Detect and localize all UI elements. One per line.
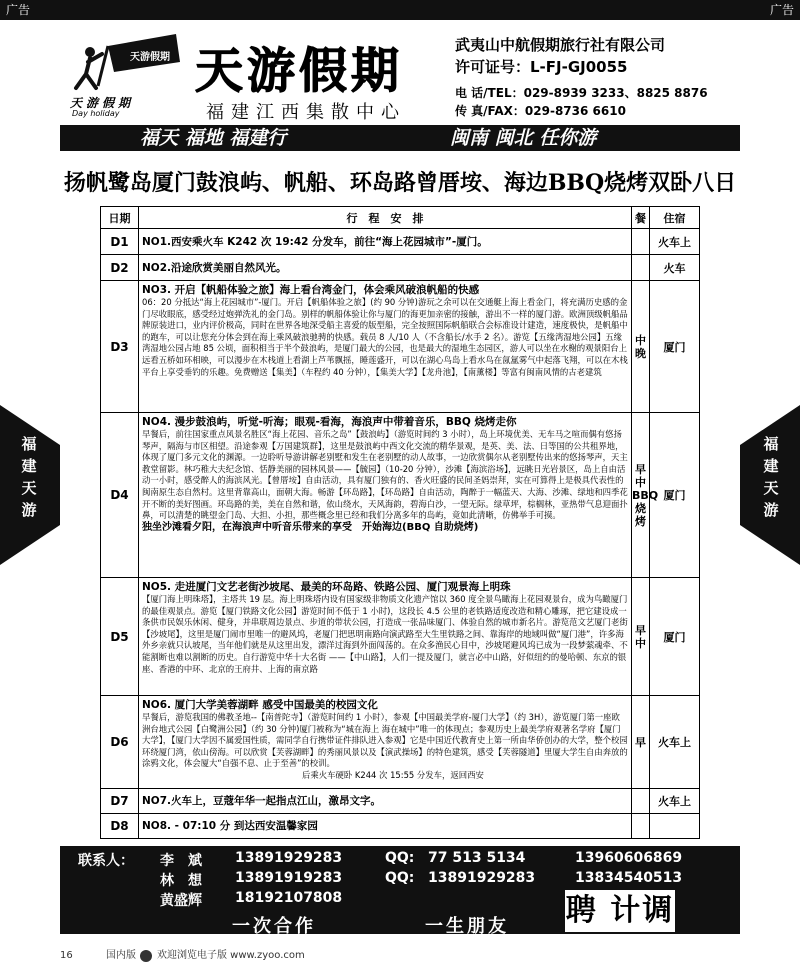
day-title: NO8. - 07:10 分 到达西安温馨家园: [142, 820, 318, 832]
table-row: [101, 229, 700, 255]
contact-name: 林 想: [160, 873, 202, 889]
meal-cell: [632, 229, 650, 255]
table-row: [101, 789, 700, 814]
day-description: 【厦门海上明珠塔】，主塔共 19 层。海上明珠塔内设有国家级非物质文化遗产馆以 360 度全景鸟瞰海上花园观景台，成为鸟瞰厦门的最佳观景点。游览【厦门铁路文化公园】游览时间不低于 1 小时)，这段长 4.5 公里的老铁路适度改造和精心雕琢，把它建设成一条供市民娱乐休闲、健身，并串联周边景点、步道的带状公园，打造成一张品味厦门、体验自然的城市新名片。游览范文艺厦门老街【沙坡尾】，这里是厦门闹市里唯一的避风坞，老厦门把思明南路向演武路至大生里铁路之间、靠海岸的地域叫做“厦门港”，许多海外乡亲就只认坡尾，当年他们就是从这里出发，漂洋过海到外面闯荡的。在众多渔民心目中，沙坡尾避风坞已成为一段梦萦魂牵、不能割断也难以割断的历史。自行游览中华十大名街 ——【中山路】，人们一提及厦门，就言必中山路，好似纽约的曼哈顿、东京的银座、香港的中环、北京的王府井、上海的南京路: [142, 594, 628, 674]
day-cell: D6: [101, 696, 139, 789]
contact-qq-label: QQ:: [385, 870, 415, 886]
meal-cell: 早: [632, 696, 650, 789]
fax: 传 真/FAX：029-8736 6610: [455, 104, 626, 118]
contact-phone: 13891919283: [235, 870, 343, 886]
day-title: NO7.火车上，豆蔻年华一起指点江山，激昂文字。: [142, 795, 382, 807]
contact-qq: 13891929283: [428, 870, 536, 886]
ad-label-right: 广告: [769, 3, 794, 17]
contact-phone2: 13834540513: [575, 870, 683, 886]
day-title: NO2.沿途欣赏美丽自然风光。: [142, 261, 287, 274]
meal-cell: [632, 789, 650, 814]
meal-cell: [632, 255, 650, 281]
header-meal: 餐: [632, 207, 650, 229]
stay-cell: 火车上: [650, 789, 700, 814]
brand-subtitle: 福建江西集散中心: [206, 102, 406, 123]
contact-label: 联系人：: [78, 853, 134, 869]
slogan-left: 福天 福地 福建行: [140, 127, 287, 149]
day-cell: D1: [101, 229, 139, 255]
day-title: NO5. 走进厦门文艺老街沙坡尾、最美的环岛路、铁路公园、厦门观景海上明珠: [142, 581, 511, 593]
contact-phone2: 13960606869: [575, 850, 683, 866]
left-side-tab: [0, 405, 60, 565]
day-title: NO6. 厦门大学美蓉湖畔 感受中国最美的校园文化: [142, 699, 378, 711]
contact-phone: 13891929283: [235, 850, 343, 866]
day-cell: D7: [101, 789, 139, 814]
welcome-text: 欢迎浏览电子版 www.zyoo.com: [157, 950, 305, 961]
telephone: 电 话/TEL：029-8939 3233、8825 8876: [455, 86, 708, 100]
day-title: NO3. 开启【帆船体验之旅】海上看台湾金门，体会乘风破浪帆船的快感: [142, 284, 480, 296]
day-cell: D5: [101, 578, 139, 696]
hiring-notice: 聘 计调: [565, 890, 675, 932]
tour-title: 扬帆鹭岛厦门鼓浪屿、帆船、环岛路曾厝垵、海边BBQ烧烤双卧八日: [63, 170, 737, 196]
page-number: 16: [60, 950, 73, 961]
left-side-tab-text: 福建天游: [21, 435, 37, 519]
stay-cell: 火车上: [650, 229, 700, 255]
day-description: 早餐后，前往国家重点风景名胜区“海上花园、音乐之岛”【鼓浪屿】（游览时间约 3 小时），岛上环境优美、无车马之喧而偶有悠扬琴声，隔海与市区相望。沿途参观【万国建筑群】，这里是鼓浪屿中西文化交流的精华景观，是英、美、法、日等国的公共租界地，体现了厦门多元文化的渊源。一边聆听导游讲解老别墅和发生在老别墅的动人故事，一边欣赏偶尔从老别墅传出来的悠扬琴声，天主教堂留影。林巧稚大夫纪念馆、恬静美丽的园林风景——【毓园】（10-20 分钟），沙滩【海滨浴场】，远眺日光岩景区，岛上自由活动一小时，感受醉人的海滨风光。【曾厝垵】自由活动，具有厦门独有的、香火旺盛的民间圣妈崇拜，实在可算得上是极具代表性的闽南原生态自然村。这里背靠高山，面朝大海。畅游【环岛路】，【环岛路】自由活动，陶醉于一幅蓝天、大海、沙滩、绿地和四季花开不断的美好图画。环岛路的美，美在自然和谐，依山绕水，天风海韵，碧海白沙，一望无际。绿草坪，棕榈林，亚热带气息迎面扑鼻，可以清楚的眺望金门岛、大担、小担，那些概念里已经和我们分离多年的岛屿，竟如此清晰，仿佛举手可摸。: [142, 429, 628, 521]
magazine-logo-icon: [140, 950, 152, 962]
stay-cell: 火车上: [650, 696, 700, 789]
contact-name: 李 斌: [160, 853, 202, 869]
header-day: 日期: [101, 207, 139, 229]
company-name: 武夷山中航假期旅行社有限公司: [455, 36, 666, 54]
right-side-tab-text: 福建天游: [763, 435, 779, 519]
ad-label-left: 广告: [6, 3, 31, 17]
logo-chinese-text: 天游假期: [70, 96, 135, 110]
runner-flag-icon: [68, 28, 193, 94]
brand-title: 天游假期: [195, 43, 404, 99]
motto-right: 一生朋友: [425, 916, 509, 937]
day-cell: D2: [101, 255, 139, 281]
company-logo: [68, 28, 193, 118]
day-title: NO4. 漫步鼓浪屿，听觉-听海；眼观-看海，海浪声中带着音乐，BBQ 烧烤走你: [142, 416, 517, 428]
header-plan: 行 程 安 排: [139, 207, 632, 229]
header-stay: 住宿: [650, 207, 700, 229]
stay-cell: 厦门: [650, 413, 700, 578]
table-header-row: [101, 207, 700, 229]
day-title: NO1.西安乘火车 K242 次 19:42 分发车，前往“海上花园城市”-厦门。: [142, 235, 488, 248]
meal-cell: 早中: [632, 578, 650, 696]
table-row: [101, 413, 700, 578]
page-footer: [60, 946, 740, 966]
meal-cell: [632, 814, 650, 839]
day-description: 06：20 分抵达“海上花园城市”-厦门。开启【帆船体验之旅】(约 90 分钟)游玩之余可以在交通艇上海上看金门，将充满历史感的金门尽收眼底，感受经过炮弹洗礼的金门岛。别样的帆船体验让你与厦门的海更加亲密的接触，游出不一样的厦门游。欧洲顶级帆船品牌原装进口，业内评价极高，同时在世界各地深受船主喜爱的版型船，完全按照国际帆船联合会标准设计建造，速度极快，是帆船中的跑车，可以让您充分体会到在海上乘风破浪驰骋的快感。载员 8 人/10 人（不含船长/水手 2 名）。游览【五缘湾湿地公园】五缘湾湿地公园占地 85 公顷，面积相当于半个鼓浪屿，是厦门最大的公园，也是最大的湿地生态园区，游人可以坐在水榭的观景阳台上远看五桥如环相映，可以漫步在木栈道上看湖上芦苇飘摇，睡莲盛开，可以在湖心鸟岛上看水鸟在氤氲雾气中起落飞翔，可以在木栈平台上享受垂钓的乐趣。免费赠送【集美】（车程约 40 分钟），【集美大学】【龙舟池】，【南薰楼】等富有闽南风情的古老建筑: [142, 297, 628, 377]
itinerary-table: [100, 206, 700, 839]
table-row: [101, 814, 700, 839]
stay-cell: 厦门: [650, 578, 700, 696]
svg-text:天游假期: 天游假期: [130, 52, 170, 63]
day-cell: D8: [101, 814, 139, 839]
right-side-tab: [740, 405, 800, 565]
meal-cell: 中晚: [632, 281, 650, 413]
top-ad-bar: [0, 0, 800, 20]
table-row: [101, 696, 700, 789]
table-row: [101, 578, 700, 696]
license-number: 许可证号：L-FJ-GJ0055: [455, 58, 628, 76]
table-row: [101, 255, 700, 281]
contact-qq-label: QQ:: [385, 850, 415, 866]
day-note: 后乘火车硬卧 K244 次 15:55 分发车，返回西安: [302, 769, 484, 780]
motto-left: 一次合作: [232, 916, 316, 937]
day-cell: D3: [101, 281, 139, 413]
contact-name: 黄盛辉: [160, 893, 202, 909]
stay-cell: [650, 814, 700, 839]
stay-cell: 火车: [650, 255, 700, 281]
day-note: 独坐沙滩看夕阳，在海浪声中听音乐带来的享受 开始海边(BBQ 自助烧烤): [142, 521, 479, 533]
ad-header: [60, 22, 740, 122]
slogan-bar: [60, 125, 740, 151]
logo-english-text: Day holiday: [72, 109, 120, 118]
stay-cell: 厦门: [650, 281, 700, 413]
day-cell: D4: [101, 413, 139, 578]
slogan-right: 闽南 闽北 任你游: [450, 127, 597, 149]
contact-phone: 18192107808: [235, 890, 343, 906]
table-row: [101, 281, 700, 413]
edition-label: 国内版: [106, 950, 136, 961]
contact-qq: 77 513 5134: [428, 850, 526, 866]
day-description: 早餐后，游览我国的佛教圣地--【南普陀寺】（游览时间约 1 小时），参观【中国最美学府-厦门大学】（约 3H），游览厦门第一座欧洲台地式公园【白鹭洲公园】（约 30 分钟)厦门被称为“城在海上 海在城中”唯一的体现点；参观历史上最美学府观著名学府【厦门大学】，【厦门大学因不属爱国性质，需同学自行携带证件排队进入参观】它是中国近代教育史上第一所由华侨创办的大学，整个校园环绕厦门湾，依山傍海。可以欣赏【芙蓉湖畔】的秀丽风景以及【演武操场】的特色建筑，感受【芙蓉隧道】里厦大学生自由奔放的涂鸦文化，体会厦大“自强不息、止于至善”的校训。: [142, 712, 628, 769]
meal-cell: 早中BBQ烧烤: [632, 413, 650, 578]
